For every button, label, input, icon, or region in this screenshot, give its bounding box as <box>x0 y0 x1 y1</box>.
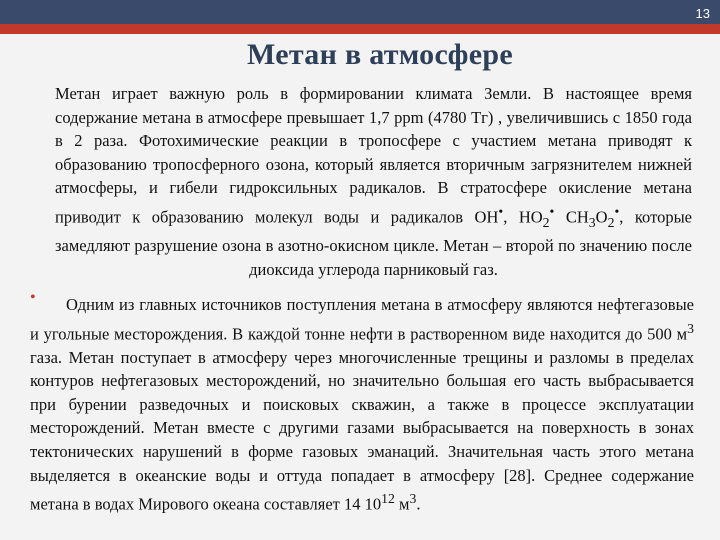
paragraph-climate <box>55 82 692 282</box>
p2-sup-2: 12 <box>381 491 395 507</box>
header-stripe <box>0 24 720 34</box>
p2-text-4: . <box>416 494 421 514</box>
p1-text-2: , HO <box>503 207 543 227</box>
p2-text-1: Одним из главных источников поступления метана в атмосферу являются нефтегазовые и угольные месторождения. В каждой тонне нефти в растворенном виде находится до 500 м <box>30 295 694 344</box>
p1-text-4: O <box>595 207 608 227</box>
p2-text-2: газа. Метан поступает в атмосферу через многочисленные трещины и разломы в пределах контуров нефтегазовых месторождений, но значительно большая его часть выбрасывается при бурении разведочных и поисковых скважин, а также в процессе эксплуатации месторождений. Метан вместе с другими газами выбрасывается на поверхность в зонах тектонических нарушений в форме газовых эманаций. Значительная часть этого метана выделяется в океанские воды и оттуда попадает в атмосферу [28]. Среднее содержание метана в водах Мирового океана составляет 14 10 <box>30 347 694 514</box>
bullet-marker: • <box>30 289 36 306</box>
p1-sup-2: • <box>549 203 555 219</box>
slide-title: Метан в атмосфере <box>247 38 513 71</box>
p1-text-1: Метан играет важную роль в формировании климата Земли. В настоящее время содержание метана в атмосфере превышает 1,7 ppm (4780 Тг) , увеличившись с 1850 года в 2 раза. Фотохимические реакции в тропосфере с участием метана приводят к образованию тропосферного озона, который является вторичным загрязнителем нижней атмосферы, и гибели гидроксильных радикалов. В стратосфере окисление метана приводит к образованию молекул воды и радикалов OH <box>55 84 692 227</box>
p1-sub-3: 2 <box>607 214 615 230</box>
p1-sup-1: • <box>498 203 504 219</box>
page-number: 13 <box>695 6 710 21</box>
p1-sup-3: • <box>614 203 620 219</box>
p1-text-5: , которые замедляют разрушение озона в азотно-окисном цикле. Метан – второй по значению после диоксида углерода парниковый газ. <box>55 207 692 279</box>
header-band <box>0 0 720 24</box>
paragraph-sources <box>30 293 694 516</box>
p1-text-3: CH <box>554 207 589 227</box>
p2-sup-3: 3 <box>409 491 417 507</box>
p1-sub-2: 3 <box>588 214 596 230</box>
p1-sub-1: 2 <box>542 214 550 230</box>
p2-sup-1: 3 <box>687 320 694 336</box>
p2-text-3: м <box>394 494 410 514</box>
